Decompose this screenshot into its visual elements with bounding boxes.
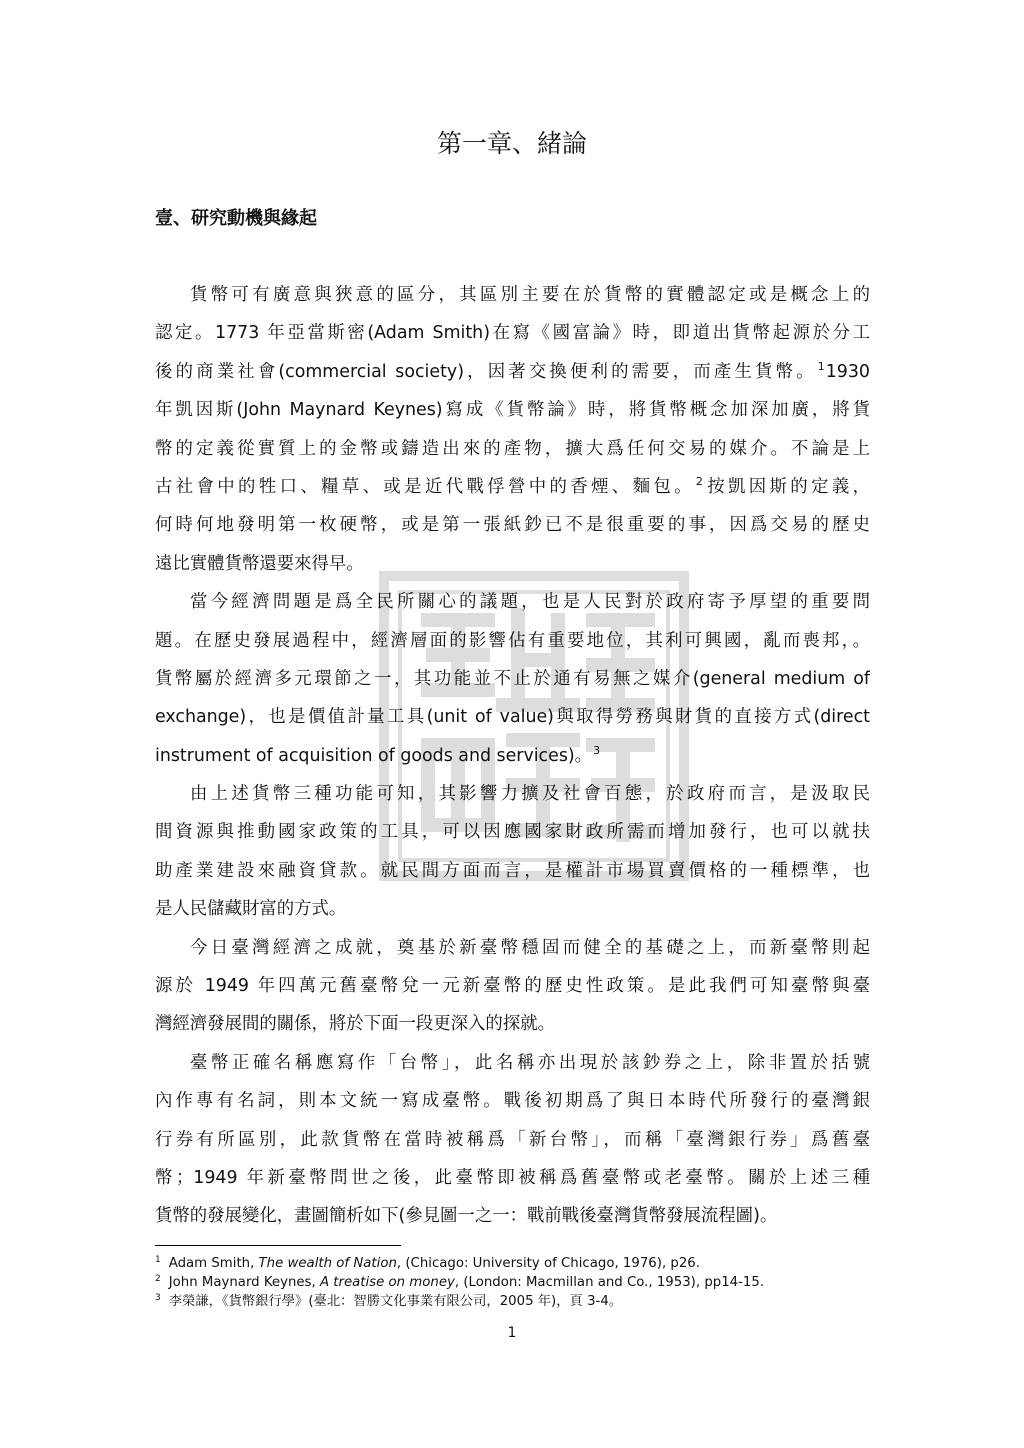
- paragraph: [155, 1044, 870, 1236]
- text-line: [155, 698, 870, 736]
- line-text: instrument of acquisition of goods and services)。: [155, 745, 593, 766]
- line-text: 幣；1949 年新臺幣問世之後，此臺幣即被稱爲舊臺幣或老臺幣。關於上述三種: [155, 1167, 870, 1188]
- chapter-title: 第一章、緒論: [436, 129, 587, 158]
- footnote-text: , (Chicago: University of Chicago, 1976), p26.: [396, 1256, 700, 1271]
- line-text: 1930: [825, 361, 870, 382]
- text-line: [155, 353, 870, 391]
- line-text: 源於 1949 年四萬元舊臺幣兌一元新臺幣的歷史性政策。是此我們可知臺幣與臺: [155, 976, 870, 997]
- text-line: [155, 622, 870, 660]
- text-line: [155, 737, 870, 775]
- footnote-text: , (London: Macmillan and Co., 1953), pp14-15.: [454, 1275, 765, 1290]
- text-line: [155, 813, 870, 851]
- text-line: [155, 660, 870, 698]
- line-text: 古社會中的牲口、糧草、或是近代戰俘營中的香煙、麵包。: [155, 476, 695, 497]
- line-text: 貨幣的發展變化，畫圖簡析如下(參見圖一之一：戰前戰後臺灣貨幣發展流程圖)。: [155, 1206, 778, 1227]
- line-text: 貨幣屬於經濟多元環節之一，其功能並不止於通有易無之媒介(general medium of: [155, 668, 870, 689]
- line-text: 行券有所區別，此款貨幣在當時被稱爲「新台幣」，而稱「臺灣銀行券」爲舊臺: [155, 1129, 870, 1150]
- footnote-text: Adam Smith,: [168, 1256, 259, 1271]
- footnotes: [155, 1254, 870, 1311]
- line-text: 間資源與推動國家政策的工具，可以因應國家財政所需而增加發行，也可以就扶: [155, 822, 870, 843]
- line-text: 灣經濟發展間的關係，將於下面一段更深入的探就。: [155, 1014, 555, 1035]
- footnote-title: A treatise on money: [319, 1275, 455, 1290]
- line-text: 貨幣可有廣意與狹意的區分，其區別主要在於貨幣的實體認定或是概念上的: [190, 285, 870, 305]
- text-line: [155, 545, 870, 583]
- line-text: 由上述貨幣三種功能可知，其影響力擴及社會百態，於政府而言，是汲取民: [190, 784, 870, 805]
- text-line: [155, 929, 870, 967]
- text-line: [155, 276, 870, 314]
- line-text: 是人民儲藏財富的方式。: [155, 899, 347, 920]
- line-text: 幣的定義從實質上的金幣或鑄造出來的產物，擴大爲任何交易的媒介。不論是上: [155, 438, 870, 459]
- line-text: 按凱因斯的定義，: [703, 476, 870, 497]
- footnote-number: 2: [155, 1274, 161, 1284]
- footnote-separator: [155, 1245, 401, 1246]
- text-line: [155, 1005, 870, 1043]
- text-line: [155, 506, 870, 544]
- text-line: [155, 852, 870, 890]
- footnote-number: 3: [155, 1293, 161, 1303]
- line-text: 遠比實體貨幣還要來得早。: [155, 553, 364, 574]
- line-text: 何時何地發明第一枚硬幣，或是第一張紙鈔已不是很重要的事，因爲交易的歷史: [155, 515, 870, 536]
- text-line: [155, 967, 870, 1005]
- text-line: [155, 430, 870, 468]
- footnote: [155, 1254, 870, 1273]
- paragraph: [155, 276, 870, 583]
- line-text: exchange)，也是價值計量工具(unit of value)與取得勞務與財貨的直接方式(direct: [155, 707, 870, 728]
- text-line: [155, 314, 870, 352]
- paragraph: [155, 583, 870, 775]
- footnote-text: 李榮謙，《貨幣銀行學》(臺北：智勝文化事業有限公司，2005 年)，頁 3-4。: [168, 1294, 623, 1309]
- footnote-text: John Maynard Keynes,: [168, 1275, 320, 1290]
- line-text: 當今經濟問題是爲全民所關心的議題，也是人民對於政府寄予厚望的重要問: [190, 592, 870, 613]
- footnote-reference: 2: [695, 474, 703, 488]
- line-text: 認定。1773 年亞當斯密(Adam Smith)在寫《國富論》時，即道出貨幣起源於分工: [155, 323, 870, 344]
- footnote-reference: 1: [817, 359, 825, 373]
- text-line: [155, 1159, 870, 1197]
- footnote-title: The wealth of Nation: [258, 1256, 397, 1271]
- text-line: [155, 1044, 870, 1082]
- paragraph: [155, 929, 870, 1044]
- text-line: [155, 1197, 870, 1235]
- text-line: [155, 583, 870, 621]
- body-text: [155, 276, 870, 1236]
- text-line: [155, 1121, 870, 1159]
- paragraph: [155, 775, 870, 929]
- footnote-reference: 3: [593, 743, 601, 757]
- line-text: 臺幣正確名稱應寫作「台幣」，此名稱亦出現於該鈔券之上，除非置於括號: [190, 1052, 870, 1073]
- text-line: [155, 468, 870, 506]
- line-text: 後的商業社會(commercial society)，因著交換便利的需要，而產生貨幣。: [155, 361, 817, 382]
- line-text: 內作專有名詞，則本文統一寫成臺幣。戰後初期爲了與日本時代所發行的臺灣銀: [155, 1091, 870, 1112]
- footnote: [155, 1273, 870, 1292]
- text-line: [155, 1082, 870, 1120]
- footnote: [155, 1292, 870, 1311]
- text-line: [155, 890, 870, 928]
- page-number: 1: [507, 1325, 517, 1341]
- line-text: 年凱因斯(John Maynard Keynes)寫成《貨幣論》時，將貨幣概念加深加廣，將貨: [155, 400, 870, 421]
- text-line: [155, 391, 870, 429]
- section-heading: 壹、研究動機與緣起: [155, 208, 317, 229]
- text-line: [155, 775, 870, 813]
- footnote-number: 1: [155, 1255, 161, 1265]
- line-text: 今日臺灣經濟之成就，奠基於新臺幣穩固而健全的基礎之上，而新臺幣則起: [190, 937, 870, 958]
- line-text: 題。在歷史發展過程中，經濟層面的影響佔有重要地位，其利可興國，亂而喪邦，。: [155, 630, 870, 651]
- line-text: 助產業建設來融資貸款。就民間方面而言，是權計市場買賣價格的一種標準，也: [155, 860, 870, 881]
